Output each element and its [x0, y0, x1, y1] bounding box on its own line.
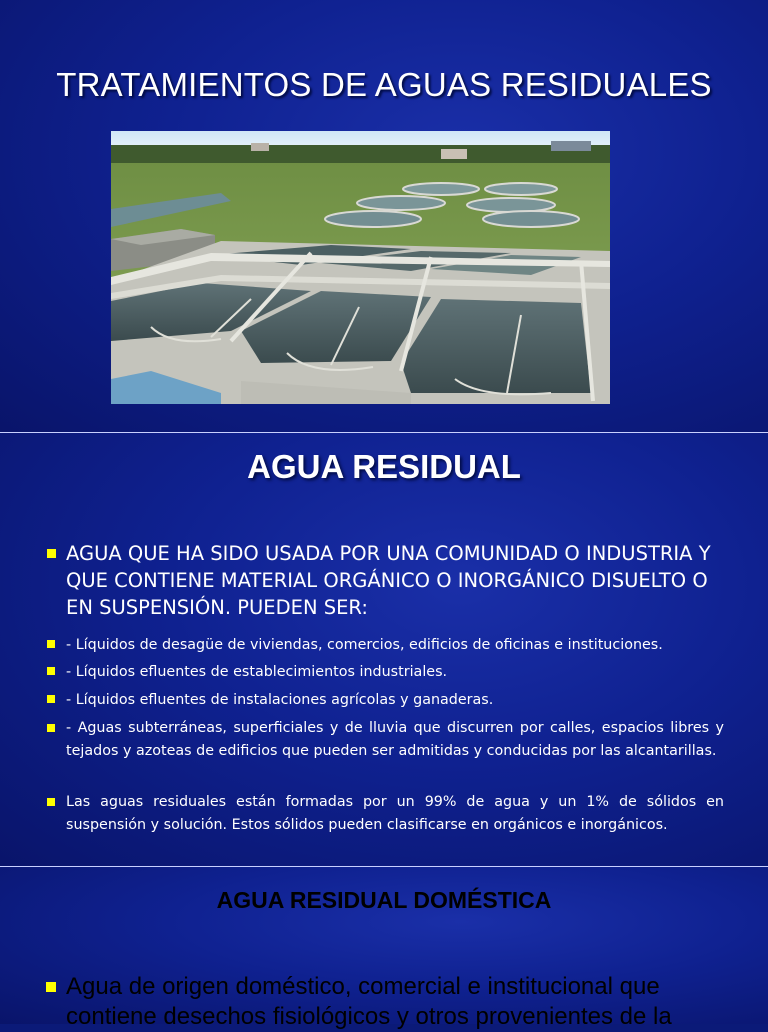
sub-bullet-text: - Líquidos efluentes de instalaciones agrícolas y ganaderas. [66, 692, 494, 708]
bullet-icon [47, 695, 55, 703]
wastewater-treatment-plant-photo [111, 131, 610, 404]
bullet-icon [47, 798, 55, 806]
sub-bullet-text: - Aguas subterráneas, superficiales y de lluvia que discurren por calles, espacios libres y tejados y azoteas de edificios que pueden ser admitidas y conducidas por las alcantarillas. [66, 720, 724, 759]
bullet-icon [47, 549, 56, 558]
sub-bullet-text: - Líquidos efluentes de establecimientos industriales. [66, 664, 448, 680]
main-bullet-text: AGUA QUE HA SIDO USADA POR UNA COMUNIDAD O INDUSTRIA Y QUE CONTIENE MATERIAL ORGÁNICO O INORGÁNICO DISUELTO O EN SUSPENSIÓN. PUEDEN SER: [66, 542, 711, 619]
slide-3-bullet-text: Agua de origen doméstico, comercial e institucional que contiene desechos fisiológicos y otros provenientes de la [66, 973, 672, 1030]
bullet-icon [47, 640, 55, 648]
sub-bullet-text: - Líquidos de desagüe de viviendas, comercios, edificios de oficinas e instituciones. [66, 637, 663, 653]
slide-2-title: AGUA RESIDUAL [247, 448, 521, 485]
bullet-icon [47, 667, 55, 675]
slide-3-title: AGUA RESIDUAL DOMÉSTICA [216, 887, 552, 913]
slide-1-title: TRATAMIENTOS DE AGUAS RESIDUALES [56, 66, 712, 103]
slide-1 [0, 0, 768, 432]
sub-bullet-text: Las aguas residuales están formadas por un 99% de agua y un 1% de sólidos en suspensión y solución. Estos sólidos pueden clasificarse en orgánicos e inorgánicos. [66, 794, 724, 833]
bullet-icon [47, 724, 55, 732]
bullet-icon [46, 982, 56, 992]
